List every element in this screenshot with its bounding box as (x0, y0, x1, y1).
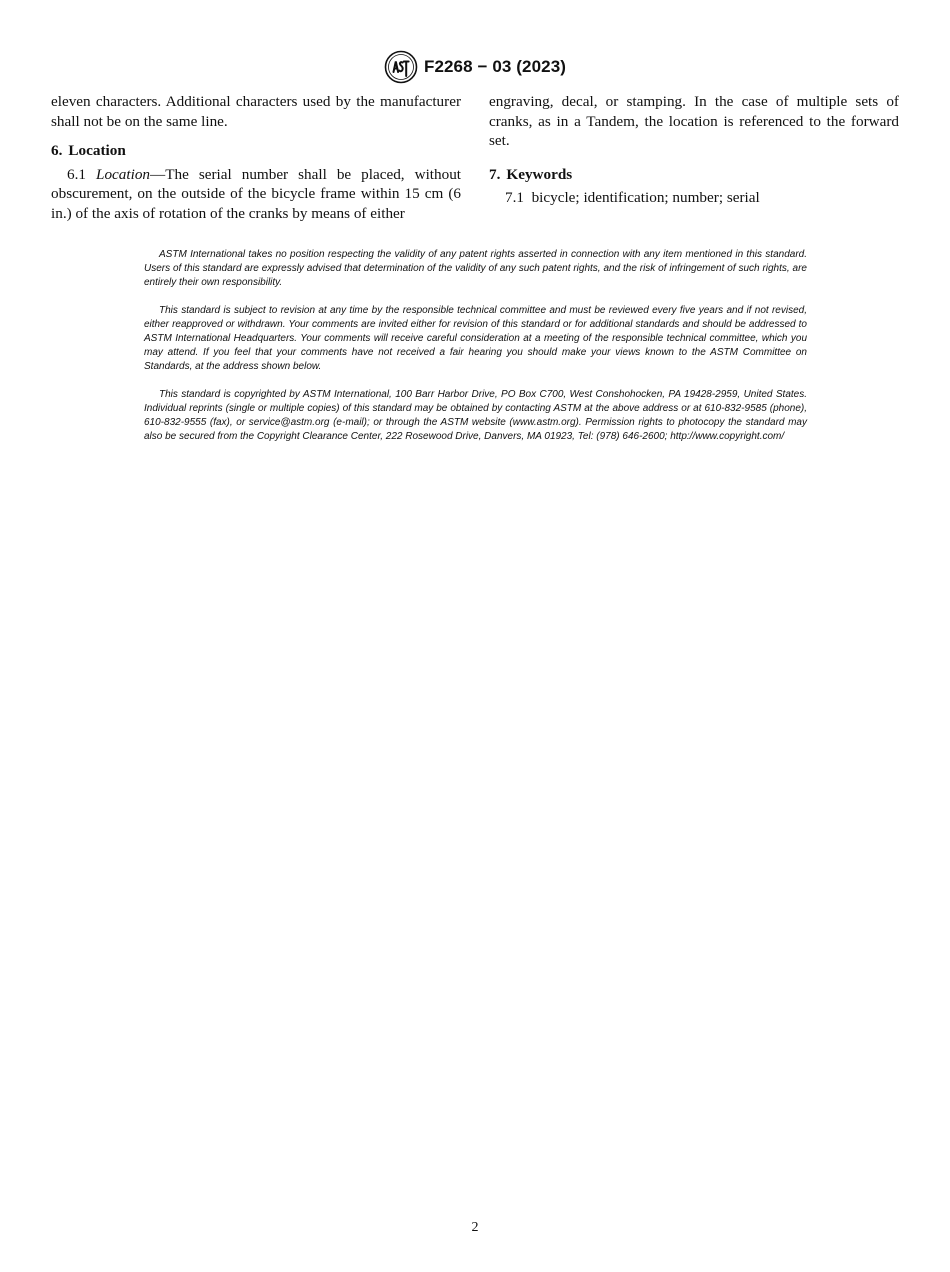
astm-logo-icon (384, 50, 418, 84)
section-heading-location (51, 141, 461, 161)
right-column (489, 92, 899, 208)
copyright-notice: This standard is copyrighted by ASTM International, 100 Barr Harbor Drive, PO Box C700, West Conshohocken, PA 19428-2959, United States. Individual reprints (single or multiple copies) of this standard may be obtained by contacting ASTM at the above address or at 610-832-9585 (phone), 610-832-9555 (fax), or service@astm.org (e-mail); or through the ASTM website (www.astm.org). Permission rights to photocopy the standard may also be secured from the Copyright Clearance Center, 222 Rosewood Drive, Danvers, MA 01923, Tel: (978) 646-2600; http://www.copyright.com/ (144, 389, 807, 442)
revision-notice: This standard is subject to revision at any time by the responsible technical committee and must be reviewed every five years and if not revised, either reapproved or withdrawn. Your comments are invited either for revision of this standard or for additional standards and should be addressed to ASTM International Headquarters. Your comments will receive careful consideration at a meeting of the responsible technical committee, which you may attend. If you feel that your comments have not received a fair hearing you should make your views known to the ASTM Committee on Standards, at the address shown below. (144, 305, 807, 372)
page-number: 2 (471, 1220, 479, 1235)
page-header (0, 50, 950, 84)
section-title: Keywords (506, 165, 573, 183)
left-column (51, 92, 461, 224)
paragraph-6-1 (51, 165, 461, 224)
astm-notices (144, 248, 807, 458)
paragraph-body: —The serial number shall be placed, without obscurement, on the outside of the bicycle frame within 15 cm (6 in.) of the axis of rotation of the cranks by means of either (51, 165, 462, 222)
standard-designation: F2268 − 03 (2023) (423, 57, 567, 76)
continued-paragraph-right: engraving, decal, or stamping. In the case of multiple sets of cranks, as in a Tandem, the location is referenced to the forward set. (489, 93, 899, 150)
paragraph-number: 6.1 (67, 165, 86, 183)
patent-notice: ASTM International takes no position respecting the validity of any patent rights asserted in connection with any item mentioned in this standard. Users of this standard are expressly advised that determination of the validity of any such patent rights, and the risk of infringement of such rights, are entirely their own responsibility. (144, 249, 807, 288)
paragraph-title: Location (96, 165, 151, 183)
section-number: 6. (51, 142, 63, 160)
keywords-list: bicycle; identification; number; serial (531, 189, 760, 207)
section-number: 7. (489, 165, 501, 183)
continued-paragraph-left: eleven characters. Additional characters used by the manufacturer shall not be on the same line. (51, 93, 461, 130)
paragraph-number: 7.1 (505, 189, 524, 207)
section-heading-keywords (489, 165, 899, 185)
section-title: Location (68, 142, 126, 160)
paragraph-7-1 (489, 188, 899, 208)
